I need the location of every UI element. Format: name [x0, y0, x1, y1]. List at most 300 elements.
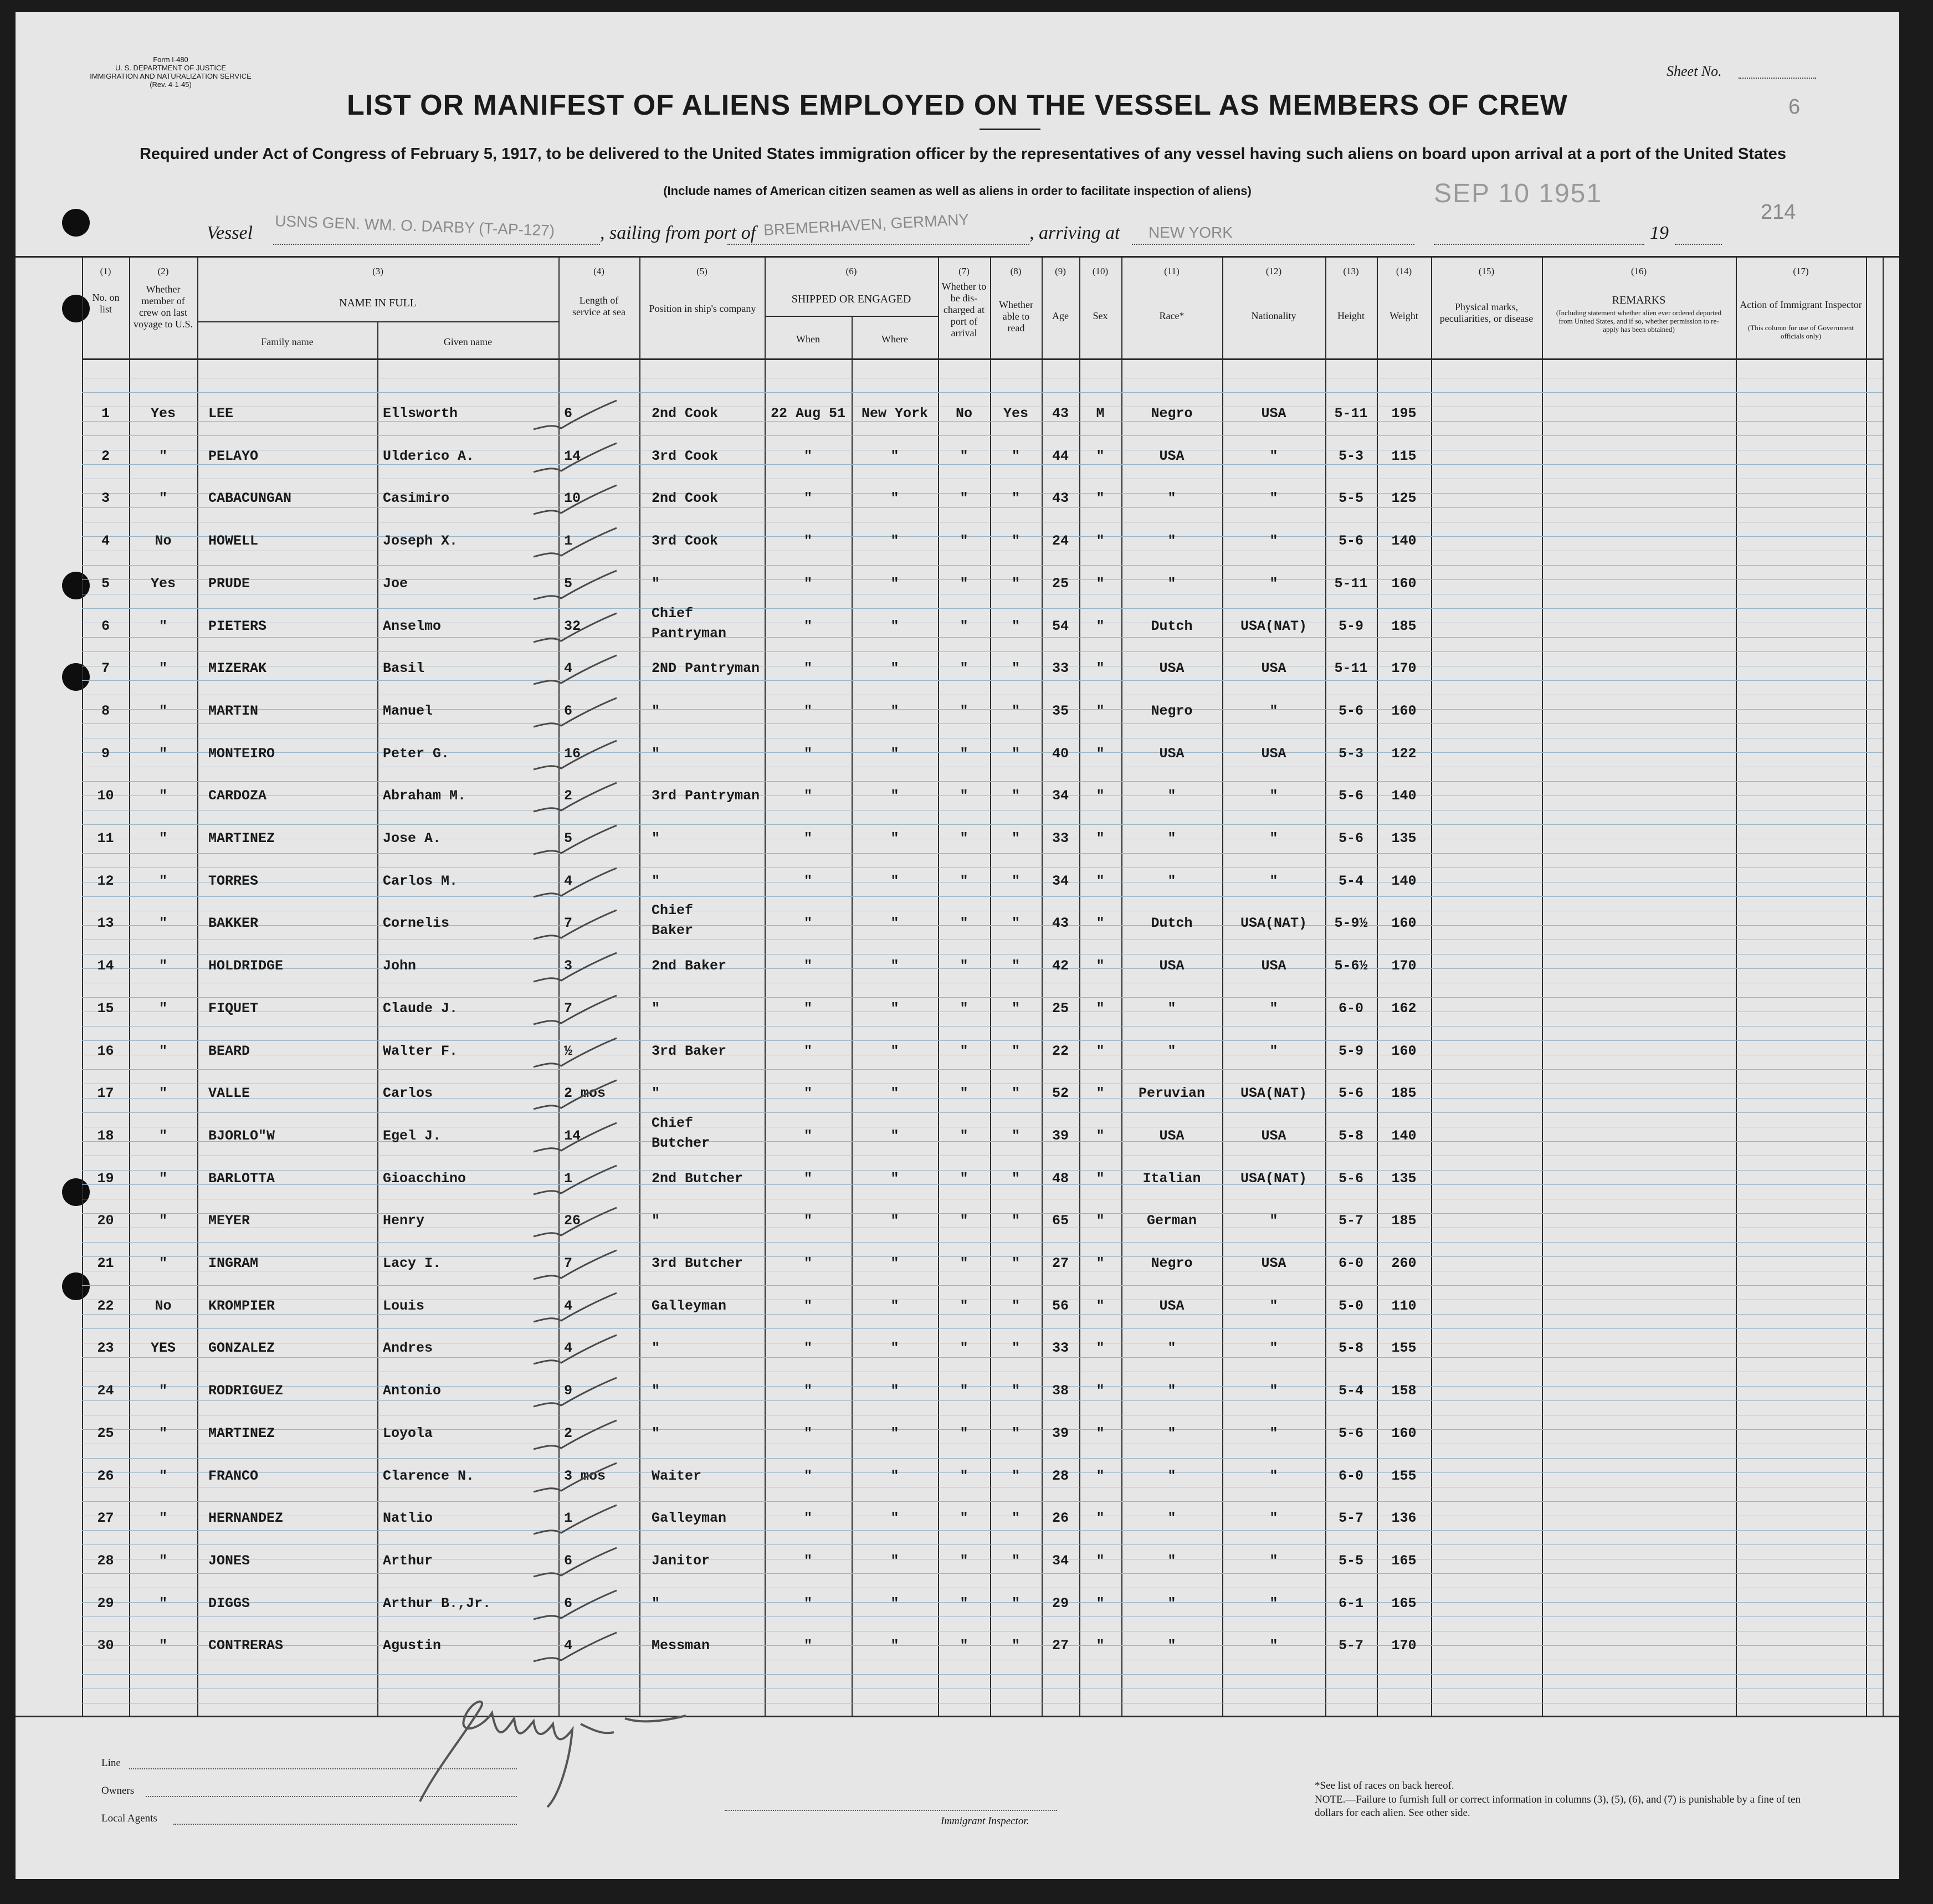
cell-nationality: "	[1269, 1467, 1278, 1484]
cell-discharged: "	[960, 490, 968, 507]
inspector-label: Immigrant Inspector.	[941, 1815, 1029, 1827]
col-num-6: (6)	[845, 266, 857, 276]
cell-race: "	[1167, 1425, 1176, 1441]
col-header-remarks: REMARKS	[1612, 294, 1666, 306]
check-mark-icon	[528, 1543, 639, 1588]
cell-weight: 140	[1391, 533, 1417, 550]
cell-race: "	[1167, 490, 1176, 507]
ruled-line	[82, 1544, 1883, 1545]
cell-voyage: "	[158, 1127, 167, 1144]
cell-sex: "	[1096, 745, 1105, 762]
column-rule	[82, 256, 83, 1716]
cell-sex: "	[1096, 1127, 1105, 1144]
cell-read: "	[1011, 618, 1020, 634]
cell-discharged: "	[960, 448, 968, 464]
cell-height: 6-0	[1338, 1467, 1363, 1484]
race-note: *See list of races on back hereof.	[1315, 1780, 1454, 1792]
cell-voyage: "	[158, 915, 167, 932]
page-number: 214	[1761, 201, 1796, 224]
cell-race: Dutch	[1151, 618, 1193, 634]
cell-voyage: "	[158, 873, 167, 889]
cell-when: "	[803, 660, 812, 677]
cell-family: PIETERS	[208, 618, 267, 634]
col-num-16: (16)	[1631, 266, 1647, 276]
ruled-line	[82, 1112, 1883, 1113]
cell-nationality: "	[1269, 1425, 1278, 1441]
cell-nationality: USA	[1261, 406, 1286, 422]
cell-age: 39	[1052, 1425, 1069, 1441]
cell-no: 22	[97, 1297, 114, 1314]
ruled-line	[82, 464, 1883, 465]
cell-read: "	[1011, 1552, 1020, 1569]
col-header-read: Whether able to read	[999, 299, 1033, 333]
cell-sex: "	[1096, 958, 1105, 974]
cell-where: "	[890, 1043, 899, 1059]
cell-no: 30	[97, 1638, 114, 1654]
cell-age: 35	[1052, 702, 1069, 719]
cell-read: "	[1011, 915, 1020, 932]
cell-service: 3	[564, 958, 573, 974]
cell-voyage: "	[158, 1595, 167, 1612]
col-num-10: (10)	[1092, 266, 1109, 276]
cell-nationality: "	[1269, 448, 1278, 464]
cell-voyage: "	[158, 702, 167, 719]
cell-weight: 155	[1391, 1340, 1417, 1357]
cell-given: Lacy I.	[383, 1255, 442, 1271]
cell-no: 17	[97, 1085, 114, 1102]
cell-height: 5-7	[1338, 1213, 1363, 1229]
cell-nationality: "	[1269, 873, 1278, 889]
cell-race: "	[1167, 1467, 1176, 1484]
column-rule	[765, 256, 766, 1716]
cell-no: 8	[101, 702, 110, 719]
cell-voyage: "	[158, 1170, 167, 1187]
cell-family: VALLE	[208, 1085, 250, 1102]
cell-family: JONES	[208, 1552, 250, 1569]
cell-position: "	[652, 702, 660, 719]
col-header-where: Where	[881, 333, 908, 345]
cell-age: 24	[1052, 533, 1069, 550]
cell-weight: 122	[1391, 745, 1417, 762]
cell-given: Cornelis	[383, 915, 450, 932]
cell-when: "	[803, 1085, 812, 1102]
cell-height: 5-9	[1338, 1043, 1363, 1059]
cell-read: "	[1011, 1467, 1020, 1484]
cell-no: 20	[97, 1213, 114, 1229]
cell-height: 5-6	[1338, 1085, 1363, 1102]
cell-race: "	[1167, 1510, 1176, 1527]
cell-where: "	[890, 1383, 899, 1399]
cell-age: 26	[1052, 1510, 1069, 1527]
column-rule	[1121, 256, 1122, 1716]
cell-when: "	[803, 490, 812, 507]
cell-family: BAKKER	[208, 915, 259, 932]
cell-where: "	[890, 873, 899, 889]
cell-service: 1	[564, 1170, 573, 1187]
cell-height: 5-3	[1338, 448, 1363, 464]
cell-race: "	[1167, 1552, 1176, 1569]
cell-age: 65	[1052, 1213, 1069, 1229]
cell-when: "	[803, 1170, 812, 1187]
check-mark-icon	[528, 1161, 639, 1205]
revision: (Rev. 4-1-45)	[150, 80, 192, 89]
check-mark-icon	[528, 1586, 639, 1630]
cell-family: BARLOTTA	[208, 1170, 275, 1187]
cell-service: 1	[564, 1510, 573, 1527]
cell-position: 3rd Pantryman	[652, 788, 760, 804]
cell-position: 2ND Pantryman	[652, 660, 760, 677]
cell-voyage: "	[158, 788, 167, 804]
cell-service: 10	[564, 490, 581, 507]
cell-discharged: "	[960, 1425, 968, 1441]
cell-service: 6	[564, 1595, 573, 1612]
cell-read: "	[1011, 575, 1020, 592]
cell-family: MEYER	[208, 1213, 250, 1229]
col-num-17: (17)	[1793, 266, 1809, 276]
cell-when: "	[803, 702, 812, 719]
cell-read: "	[1011, 1425, 1020, 1441]
cell-position: Chief	[652, 605, 694, 622]
cell-position: "	[652, 1595, 660, 1612]
col-header-height: Height	[1337, 310, 1365, 321]
cell-read: "	[1011, 533, 1020, 550]
cell-nationality: "	[1269, 533, 1278, 550]
cell-no: 9	[101, 745, 110, 762]
cell-weight: 185	[1391, 1085, 1417, 1102]
cell-nationality: "	[1269, 788, 1278, 804]
title-underline	[980, 129, 1040, 130]
cell-where: "	[890, 1510, 899, 1527]
cell-height: 5-11	[1334, 575, 1368, 592]
cell-height: 5-9½	[1334, 915, 1368, 932]
column-rule	[1325, 256, 1326, 1716]
cell-where: "	[890, 745, 899, 762]
cell-position: "	[652, 1085, 660, 1102]
cell-given: Andres	[383, 1340, 433, 1357]
cell-weight: 158	[1391, 1383, 1417, 1399]
cell-read: "	[1011, 745, 1020, 762]
cell-read: "	[1011, 830, 1020, 846]
cell-service: 5	[564, 830, 573, 846]
cell-position: Galleyman	[652, 1297, 727, 1314]
cell-height: 5-8	[1338, 1127, 1363, 1144]
cell-read: "	[1011, 448, 1020, 464]
ruled-line	[82, 781, 1883, 782]
col-num-14: (14)	[1396, 266, 1412, 276]
cell-when: "	[803, 448, 812, 464]
col-header-family-name: Family name	[261, 336, 314, 347]
arriving-port: NEW YORK	[1148, 224, 1233, 241]
cell-discharged: "	[960, 702, 968, 719]
check-mark-icon	[528, 778, 639, 823]
cell-voyage: YES	[150, 1340, 176, 1357]
ruled-line	[82, 651, 1883, 652]
cell-family: CONTRERAS	[208, 1638, 284, 1654]
check-mark-icon	[528, 396, 639, 440]
cell-race: Peruvian	[1138, 1085, 1206, 1102]
cell-position: 2nd Baker	[652, 958, 727, 974]
cell-height: 5-4	[1338, 1383, 1363, 1399]
cell-position: "	[652, 575, 660, 592]
cell-age: 56	[1052, 1297, 1069, 1314]
cell-read: "	[1011, 1170, 1020, 1187]
cell-race: "	[1167, 1000, 1176, 1017]
cell-voyage: "	[158, 618, 167, 634]
ruled-line	[82, 1573, 1883, 1574]
cell-nationality: "	[1269, 490, 1278, 507]
cell-read: "	[1011, 1000, 1020, 1017]
cell-voyage: Yes	[150, 406, 176, 422]
cell-height: 5-0	[1338, 1297, 1363, 1314]
cell-when: "	[803, 1000, 812, 1017]
cell-sex: "	[1096, 1383, 1105, 1399]
cell-given: Natlio	[383, 1510, 433, 1527]
cell-no: 26	[97, 1467, 114, 1484]
col-num-5: (5)	[696, 266, 707, 276]
cell-no: 7	[101, 660, 110, 677]
check-mark-icon	[528, 1416, 639, 1460]
check-mark-icon	[528, 906, 639, 950]
cell-when: "	[803, 618, 812, 634]
cell-sex: "	[1096, 1000, 1105, 1017]
cell-voyage: "	[158, 1425, 167, 1441]
cell-position: "	[652, 745, 660, 762]
cell-position: "	[652, 1213, 660, 1229]
col-header-sex: Sex	[1093, 310, 1108, 321]
col-header-weight: Weight	[1389, 310, 1418, 321]
sheet-number-line	[1739, 78, 1816, 79]
cell-sex: "	[1096, 873, 1105, 889]
cell-age: 27	[1052, 1255, 1069, 1271]
cell-voyage: "	[158, 1552, 167, 1569]
table-top-rule	[16, 256, 1899, 258]
cell-age: 38	[1052, 1383, 1069, 1399]
date-stamp: SEP 10 1951	[1434, 179, 1603, 208]
cell-family: GONZALEZ	[208, 1340, 275, 1357]
check-mark-icon	[528, 566, 639, 610]
cell-age: 25	[1052, 575, 1069, 592]
cell-family: DIGGS	[208, 1595, 250, 1612]
check-mark-icon	[528, 991, 639, 1035]
ruled-line	[82, 853, 1883, 854]
cell-age: 33	[1052, 830, 1069, 846]
cell-sex: "	[1096, 575, 1105, 592]
cell-race: "	[1167, 1043, 1176, 1059]
cell-voyage: "	[158, 830, 167, 846]
cell-voyage: "	[158, 1000, 167, 1017]
cell-sex: "	[1096, 1043, 1105, 1059]
cell-age: 42	[1052, 958, 1069, 974]
cell-no: 18	[97, 1127, 114, 1144]
col-num-11: (11)	[1164, 266, 1180, 276]
form-identifier	[88, 55, 254, 89]
cell-when: "	[803, 1255, 812, 1271]
cell-family: HERNANDEZ	[208, 1510, 284, 1527]
cell-service: 26	[564, 1213, 581, 1229]
cell-when: "	[803, 1638, 812, 1654]
cell-where: "	[890, 575, 899, 592]
column-rule	[1222, 256, 1223, 1716]
cell-no: 27	[97, 1510, 114, 1527]
cell-age: 52	[1052, 1085, 1069, 1102]
cell-given: Carlos	[383, 1085, 433, 1102]
cell-service: 7	[564, 1000, 573, 1017]
cell-nationality: "	[1269, 1000, 1278, 1017]
cell-where: "	[890, 1425, 899, 1441]
cell-discharged: "	[960, 1510, 968, 1527]
page-subtitle-note: (Include names of American citizen seamen as well as aliens in order to facilitate inspection of aliens)	[663, 184, 1252, 198]
cell-weight: 110	[1391, 1297, 1417, 1314]
check-mark-icon	[528, 1628, 639, 1672]
cell-where: "	[890, 533, 899, 550]
cell-given: Peter G.	[383, 745, 450, 762]
cell-where: "	[890, 788, 899, 804]
arriving-label: , arriving at	[1029, 223, 1120, 243]
cell-nationality: USA(NAT)	[1240, 915, 1308, 932]
cell-family: KROMPIER	[208, 1297, 275, 1314]
cell-no: 16	[97, 1043, 114, 1059]
cell-position: Messman	[652, 1638, 710, 1654]
cell-given: Henry	[383, 1213, 425, 1229]
cell-service: 4	[564, 1297, 573, 1314]
cell-service: 6	[564, 702, 573, 719]
ruled-line	[82, 824, 1883, 825]
cell-service: ½	[564, 1043, 573, 1059]
cell-discharged: "	[960, 1085, 968, 1102]
cell-no: 15	[97, 1000, 114, 1017]
col-header-race: Race*	[1159, 310, 1185, 321]
cell-voyage: "	[158, 958, 167, 974]
cell-given: Clarence N.	[383, 1467, 475, 1484]
cell-sex: "	[1096, 1552, 1105, 1569]
cell-height: 6-0	[1338, 1255, 1363, 1271]
cell-age: 22	[1052, 1043, 1069, 1059]
cell-age: 43	[1052, 490, 1069, 507]
cell-voyage: "	[158, 1085, 167, 1102]
cell-given: Anselmo	[383, 618, 442, 634]
ruled-line	[82, 997, 1883, 998]
cell-nationality: USA(NAT)	[1240, 1085, 1308, 1102]
column-rule	[1883, 256, 1884, 1716]
cell-sex: "	[1096, 1170, 1105, 1187]
cell-position: "	[652, 873, 660, 889]
cell-weight: 185	[1391, 618, 1417, 634]
cell-service: 4	[564, 660, 573, 677]
cell-read: "	[1011, 1638, 1020, 1654]
cell-when: "	[803, 873, 812, 889]
check-mark-icon	[528, 821, 639, 865]
cell-race: USA	[1159, 1127, 1185, 1144]
cell-when: "	[803, 1127, 812, 1144]
cell-given: Claude J.	[383, 1000, 458, 1017]
cell-read: "	[1011, 1297, 1020, 1314]
cell-given: Antonio	[383, 1383, 442, 1399]
cell-position: Chief	[652, 1115, 694, 1131]
cell-service: 5	[564, 575, 573, 592]
cell-given: Basil	[383, 660, 425, 677]
cell-position: 3rd Cook	[652, 533, 719, 550]
cell-height: 6-0	[1338, 1000, 1363, 1017]
cell-race: USA	[1159, 745, 1185, 762]
cell-race: "	[1167, 533, 1176, 550]
manifest-sheet	[16, 12, 1899, 1879]
column-rule	[1542, 256, 1543, 1716]
column-rule	[1377, 256, 1378, 1716]
cell-voyage: "	[158, 1043, 167, 1059]
cell-nationality: USA	[1261, 1127, 1286, 1144]
cell-weight: 140	[1391, 873, 1417, 889]
cell-given: Jose A.	[383, 830, 442, 846]
cell-height: 5-6	[1338, 533, 1363, 550]
cell-family: HOLDRIDGE	[208, 958, 284, 974]
cell-when: "	[803, 1510, 812, 1527]
cell-family: RODRIGUEZ	[208, 1383, 284, 1399]
cell-weight: 115	[1391, 448, 1417, 464]
cell-discharged: "	[960, 915, 968, 932]
cell-weight: 260	[1391, 1255, 1417, 1271]
cell-position: Janitor	[652, 1552, 710, 1569]
cell-nationality: "	[1269, 1595, 1278, 1612]
sheet-number-label: Sheet No.	[1667, 63, 1722, 79]
cell-discharged: "	[960, 1043, 968, 1059]
cell-family: MARTINEZ	[208, 1425, 275, 1441]
vessel-label: Vessel	[207, 223, 253, 243]
cell-race: USA	[1159, 1297, 1185, 1314]
cell-where: "	[890, 1127, 899, 1144]
cell-discharged: "	[960, 575, 968, 592]
column-rule	[1079, 256, 1080, 1716]
cell-discharged: "	[960, 1638, 968, 1654]
cell-nationality: "	[1269, 1213, 1278, 1229]
cell-family: FRANCO	[208, 1467, 259, 1484]
cell-no: 6	[101, 618, 110, 634]
cell-when: "	[803, 1425, 812, 1441]
col-num-13: (13)	[1343, 266, 1359, 276]
cell-voyage: "	[158, 1255, 167, 1271]
ruled-line	[82, 1616, 1883, 1617]
footer-owners-label: Owners	[101, 1785, 135, 1797]
cell-age: 33	[1052, 660, 1069, 677]
cell-position: "	[652, 830, 660, 846]
check-mark-icon	[528, 609, 639, 653]
sailing-underline	[727, 244, 1029, 245]
cell-height: 5-5	[1338, 1552, 1363, 1569]
cell-no: 11	[97, 830, 114, 846]
cell-sex: "	[1096, 1213, 1105, 1229]
cell-sex: "	[1096, 830, 1105, 846]
cell-age: 43	[1052, 406, 1069, 422]
check-mark-icon	[528, 1246, 639, 1290]
cell-discharged: "	[960, 1213, 968, 1229]
cell-when: "	[803, 1213, 812, 1229]
cell-when: "	[803, 1467, 812, 1484]
cell-race: "	[1167, 788, 1176, 804]
cell-where: "	[890, 1595, 899, 1612]
cell-nationality: "	[1269, 575, 1278, 592]
cell-service: 6	[564, 406, 573, 422]
cell-weight: 135	[1391, 1170, 1417, 1187]
cell-height: 5-9	[1338, 618, 1363, 634]
cell-when: "	[803, 1340, 812, 1357]
check-mark-icon	[528, 736, 639, 781]
col-header-name: NAME IN FULL	[339, 297, 417, 309]
cell-family: MARTINEZ	[208, 830, 275, 846]
cell-height: 5-7	[1338, 1638, 1363, 1654]
cell-family: PRUDE	[208, 575, 250, 592]
cell-height: 5-7	[1338, 1510, 1363, 1527]
cell-family: INGRAM	[208, 1255, 259, 1271]
cell-given: Louis	[383, 1297, 425, 1314]
